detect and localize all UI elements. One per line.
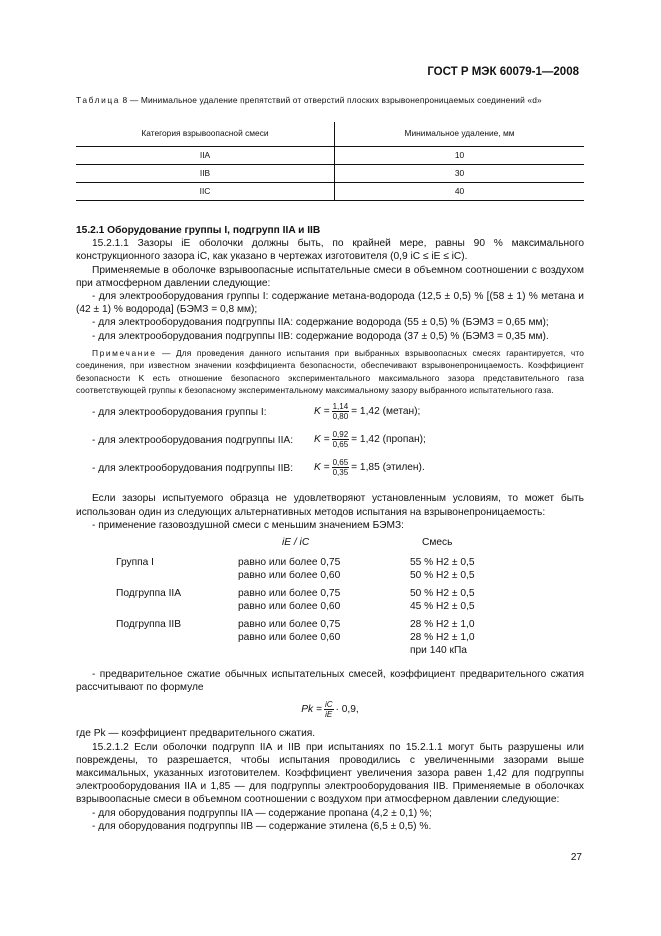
grid-header-ratio: iE / iC [282,537,310,549]
mixture-grid [76,536,584,657]
grid-group-name: Подгруппа IIA [116,588,182,600]
pk-fraction [324,700,334,719]
grid-ratio: равно или более 0,60 [238,632,341,644]
formula-fraction [332,430,350,449]
table-cell-distance: 40 [335,183,585,201]
safety-factor-formulas [76,400,584,486]
grid-mixture: 28 % H2 ± 1,0 [410,619,475,631]
table-cell-category: IIA [76,147,335,165]
grid-ratio: равно или более 0,75 [238,588,341,600]
grid-mixture: 50 % H2 ± 0,5 [410,570,475,582]
formula-result: = 1,42 (пропан); [351,434,426,446]
formula-fraction [332,402,350,421]
grid-ratio: равно или более 0,60 [238,570,341,582]
paragraph-15-2-1-2: 15.2.1.2 Если оболочки подгрупп IIA и IIB при испытаниях по 15.2.1.1 могут быть разрушены или повреждены, то разрешается, чтобы испытания проводились с увеличенными зазорами выше максимальных, указанных изготовителем. Коэффициент увеличения зазора равен 1,42 для подгруппы электрооборудования IIA и 1,85 — для подгруппы электрооборудования IIB. Применяемые в оболочках взрывоопасные смеси в объемном соотношении с воздухом при атмосферном давлении следующие: [76,741,584,806]
fraction-numerator: 0,65 [332,458,349,468]
fraction-numerator: 1,14 [332,402,349,412]
pk-symbol: Pk = [301,704,322,716]
list-item-propane: - для оборудования подгруппы IIA — содержание пропана (4,2 ± 0,1) %; [92,807,432,819]
formula-row [76,430,426,449]
table-header-distance: Минимальное удаление, мм [335,122,585,147]
formula-row [76,402,420,421]
grid-group-name: Группа I [116,557,154,569]
formula-label: - для электрооборудования подгруппы IIA: [92,434,294,446]
paragraph-alternatives: Если зазоры испытуемого образца не удовлетворяют установленным условиям, то может быть использован один из следующих альтернативных методов испытания на взрывонепроницаемость: [76,493,584,518]
list-item-group-iib: - для электрооборудования подгруппы IIB: содержание водорода (37 ± 0,5) % (БЭМЗ = 0,35 мм). [92,330,549,342]
grid-mixture: 50 % H2 ± 0,5 [410,588,475,600]
fraction-denominator: 0,35 [332,468,349,478]
formula-label: - для электрооборудования подгруппы IIB: [92,462,294,474]
table-caption-word: Таблица [76,95,121,105]
pre-compression-formula [76,700,584,719]
grid-ratio: равно или более 0,60 [238,601,341,613]
k-symbol: K = [314,406,330,418]
grid-mixture: 55 % H2 ± 0,5 [410,557,475,569]
note [76,347,584,397]
fraction-denominator: 0,80 [332,412,349,422]
clearance-table [76,122,584,201]
table-cell-distance: 30 [335,165,585,183]
formula-result: = 1,85 (этилен). [351,462,425,474]
list-item-group-i: - для электрооборудования группы I: содержание метана-водорода (12,5 ± 0,5) % [(58 ± 1) % метана и (42 ± 1) % водорода] (БЭМЗ = 0,8 мм); [76,291,584,316]
fraction-numerator: 0,92 [332,430,349,440]
table-header-category: Категория взрывоопасной смеси [76,122,335,147]
list-item-group-iia: - для электрооборудования подгруппы IIA: содержание водорода (55 ± 0,5) % (БЭМЗ = 0,65 мм); [92,317,549,329]
grid-ratio: равно или более 0,75 [238,619,341,631]
table-caption-text: 8 — Минимальное удаление препятствий от отверстий плоских взрывонепроницаемых соединений «d» [122,95,542,105]
fraction-denominator: 0,65 [332,440,349,450]
k-symbol: K = [314,462,330,474]
table-cell-distance: 10 [335,147,585,165]
table-cell-category: IIB [76,165,335,183]
formula-label: - для электрооборудования группы I: [92,406,267,418]
grid-mixture: 28 % H2 ± 1,0 [410,632,475,644]
formula-row [76,458,425,477]
list-item-ethylene: - для оборудования подгруппы IIB — содержание этилена (6,5 ± 0,5) %. [92,820,432,832]
pk-denominator: iE [325,710,333,720]
pk-numerator: iC [324,700,333,710]
grid-header-mixture: Смесь [422,537,453,549]
section-heading: 15.2.1 Оборудование группы I, подгрупп IIA и IIB [76,225,321,236]
list-item-pre-compression: - предварительное сжатие обычных испытательных смесей, коэффициент предварительного сжатия рассчитывают по формуле [76,669,584,694]
note-label: Примечание [92,347,157,358]
pk-definition: где Pk — коэффициент предварительного сжатия. [76,728,316,740]
page-number: 27 [570,852,582,863]
formula-result: = 1,42 (метан); [351,406,421,418]
formula-fraction [332,458,350,477]
list-item-gas-mixture: - применение газовоздушной смеси с меньшим значением БЭМЗ: [92,519,404,531]
grid-group-name: Подгруппа IIB [116,619,182,631]
note-text: — Для проведения данного испытания при выбранных взрывоопасных смесях гарантируется, что соединения, при известном значении коэффициента безопасности, обеспечивают взрывонепроницаемость. Коэффициент безопасности K есть отношение безопасного экспериментального максимального зазора представительного газа соответствующей группы к безопасному экспериментальному максимальному зазору выбранного испытательного газа. [76,347,584,396]
grid-mixture: 45 % H2 ± 0,5 [410,601,475,613]
grid-pressure-note: при 140 кПа [410,645,467,657]
table-row [76,183,584,201]
table-caption [76,94,582,107]
paragraph-15-2-1-1: 15.2.1.1 Зазоры iE оболочки должны быть, по крайней мере, равны 90 % максимального конструкционного зазора iC, как указано в чертежах изготовителя (0,9 iC ≤ iE ≤ iC). [76,238,584,263]
table-row [76,165,584,183]
pk-rhs: · 0,9, [335,704,359,716]
document-body [76,224,584,833]
grid-ratio: равно или более 0,75 [238,557,341,569]
document-header: ГОСТ Р МЭК 60079-1—2008 [427,66,579,78]
table-row [76,147,584,165]
table-cell-category: IIC [76,183,335,201]
paragraph-test-mixtures: Применяемые в оболочке взрывоопасные испытательные смеси в объемном соотношении с воздухом при атмосферном давлении следующие: [76,264,584,289]
k-symbol: K = [314,434,330,446]
